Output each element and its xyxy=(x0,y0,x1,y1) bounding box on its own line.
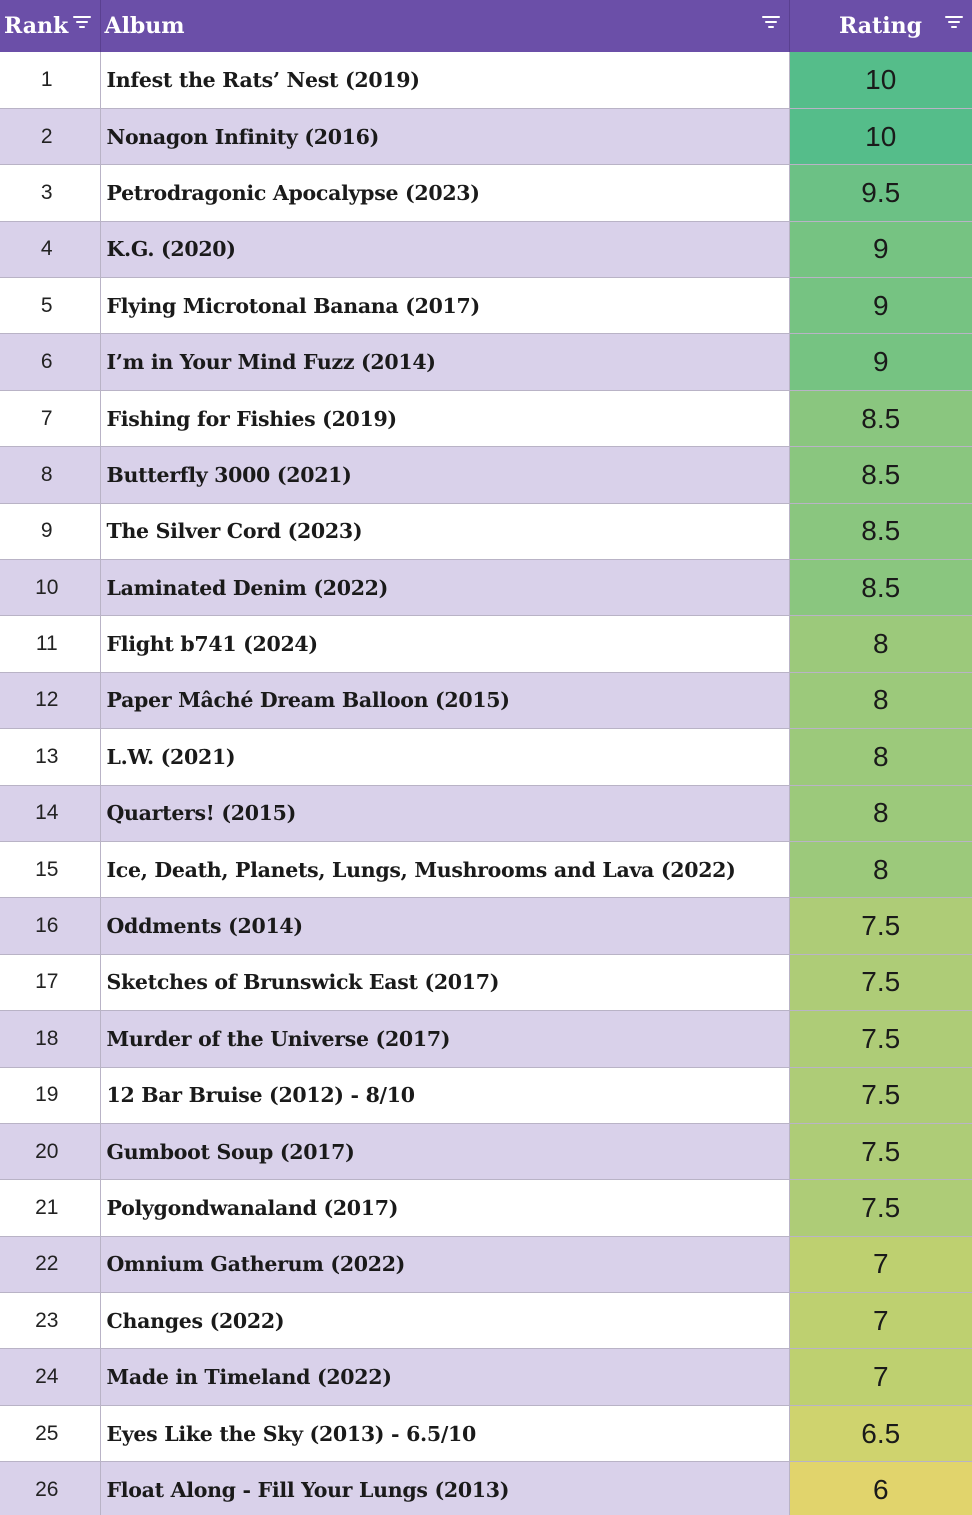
table-row xyxy=(0,447,972,503)
rating-cell[interactable]: 9 xyxy=(789,334,972,390)
table-row xyxy=(0,1405,972,1461)
rating-cell[interactable]: 7.5 xyxy=(789,1067,972,1123)
album-cell[interactable]: L.W. (2021) xyxy=(100,729,789,785)
rank-cell[interactable]: 19 xyxy=(0,1067,100,1123)
album-cell[interactable]: Laminated Denim (2022) xyxy=(100,560,789,616)
table-row xyxy=(0,1236,972,1292)
rank-cell[interactable]: 6 xyxy=(0,334,100,390)
album-cell[interactable]: Infest the Rats’ Nest (2019) xyxy=(100,52,789,108)
album-cell[interactable]: Petrodragonic Apocalypse (2023) xyxy=(100,165,789,221)
rating-cell[interactable]: 7 xyxy=(789,1349,972,1405)
album-cell[interactable]: Paper Mâché Dream Balloon (2015) xyxy=(100,672,789,728)
rank-cell[interactable]: 22 xyxy=(0,1236,100,1292)
column-header-album[interactable] xyxy=(100,0,789,52)
rank-cell[interactable]: 17 xyxy=(0,954,100,1010)
album-cell[interactable]: Flight b741 (2024) xyxy=(100,616,789,672)
album-cell[interactable]: Omnium Gatherum (2022) xyxy=(100,1236,789,1292)
rating-cell[interactable]: 7 xyxy=(789,1236,972,1292)
rating-cell[interactable]: 9.5 xyxy=(789,165,972,221)
rating-cell[interactable]: 6 xyxy=(789,1462,972,1515)
rank-cell[interactable]: 7 xyxy=(0,390,100,446)
column-header-rank[interactable] xyxy=(0,0,100,52)
table-row xyxy=(0,278,972,334)
album-cell[interactable]: Oddments (2014) xyxy=(100,898,789,954)
rank-cell[interactable]: 5 xyxy=(0,278,100,334)
album-cell[interactable]: Polygondwanaland (2017) xyxy=(100,1180,789,1236)
album-cell[interactable]: Float Along - Fill Your Lungs (2013) xyxy=(100,1462,789,1515)
table-row xyxy=(0,1067,972,1123)
table-row xyxy=(0,560,972,616)
table-row xyxy=(0,390,972,446)
header-row xyxy=(0,0,972,52)
album-cell[interactable]: Made in Timeland (2022) xyxy=(100,1349,789,1405)
table-row xyxy=(0,1349,972,1405)
rank-cell[interactable]: 25 xyxy=(0,1405,100,1461)
album-cell[interactable]: I’m in Your Mind Fuzz (2014) xyxy=(100,334,789,390)
table-row xyxy=(0,672,972,728)
table-row xyxy=(0,1293,972,1349)
rank-cell[interactable]: 15 xyxy=(0,841,100,897)
album-cell[interactable]: Eyes Like the Sky (2013) - 6.5/10 xyxy=(100,1405,789,1461)
table-row xyxy=(0,898,972,954)
rank-cell[interactable]: 3 xyxy=(0,165,100,221)
table-row xyxy=(0,1011,972,1067)
table-body xyxy=(0,52,972,1515)
rank-cell[interactable]: 24 xyxy=(0,1349,100,1405)
rating-cell[interactable]: 10 xyxy=(789,108,972,164)
rating-cell[interactable]: 7.5 xyxy=(789,954,972,1010)
column-header-album-label: Album xyxy=(104,13,185,39)
table-row xyxy=(0,954,972,1010)
rating-cell[interactable]: 7.5 xyxy=(789,1011,972,1067)
album-cell[interactable]: Gumboot Soup (2017) xyxy=(100,1123,789,1179)
rank-cell[interactable]: 2 xyxy=(0,108,100,164)
rank-cell[interactable]: 20 xyxy=(0,1123,100,1179)
album-cell[interactable]: K.G. (2020) xyxy=(100,221,789,277)
rating-cell[interactable]: 8 xyxy=(789,616,972,672)
table-row xyxy=(0,785,972,841)
album-cell[interactable]: 12 Bar Bruise (2012) - 8/10 xyxy=(100,1067,789,1123)
table-row xyxy=(0,52,972,108)
album-cell[interactable]: Nonagon Infinity (2016) xyxy=(100,108,789,164)
rank-cell[interactable]: 18 xyxy=(0,1011,100,1067)
rating-cell[interactable]: 8.5 xyxy=(789,447,972,503)
album-cell[interactable]: Butterfly 3000 (2021) xyxy=(100,447,789,503)
table-row xyxy=(0,165,972,221)
filter-icon[interactable] xyxy=(761,16,781,30)
column-header-rating[interactable] xyxy=(789,0,972,52)
rank-cell[interactable]: 8 xyxy=(0,447,100,503)
album-cell[interactable]: Quarters! (2015) xyxy=(100,785,789,841)
album-cell[interactable]: Changes (2022) xyxy=(100,1293,789,1349)
table-row xyxy=(0,108,972,164)
rank-cell[interactable]: 26 xyxy=(0,1462,100,1515)
album-cell[interactable]: Ice, Death, Planets, Lungs, Mushrooms and Lava (2022) xyxy=(100,841,789,897)
rank-cell[interactable]: 4 xyxy=(0,221,100,277)
album-cell[interactable]: Murder of the Universe (2017) xyxy=(100,1011,789,1067)
album-cell[interactable]: Fishing for Fishies (2019) xyxy=(100,390,789,446)
rating-cell[interactable]: 8.5 xyxy=(789,560,972,616)
rank-cell[interactable]: 21 xyxy=(0,1180,100,1236)
rank-cell[interactable]: 16 xyxy=(0,898,100,954)
rank-cell[interactable]: 13 xyxy=(0,729,100,785)
rank-cell[interactable]: 12 xyxy=(0,672,100,728)
rank-cell[interactable]: 14 xyxy=(0,785,100,841)
rating-cell[interactable]: 7.5 xyxy=(789,898,972,954)
table-row xyxy=(0,334,972,390)
rating-cell[interactable]: 8.5 xyxy=(789,503,972,559)
rating-cell[interactable]: 10 xyxy=(789,52,972,108)
table-row xyxy=(0,503,972,559)
table-row xyxy=(0,221,972,277)
table-row xyxy=(0,616,972,672)
table-row xyxy=(0,1462,972,1515)
column-header-rating-label: Rating xyxy=(839,13,922,39)
rating-cell[interactable]: 8 xyxy=(789,729,972,785)
rank-cell[interactable]: 23 xyxy=(0,1293,100,1349)
rating-cell[interactable]: 7.5 xyxy=(789,1180,972,1236)
rank-cell[interactable]: 9 xyxy=(0,503,100,559)
rating-cell[interactable]: 8 xyxy=(789,672,972,728)
rating-cell[interactable]: 7.5 xyxy=(789,1123,972,1179)
rating-cell[interactable]: 9 xyxy=(789,278,972,334)
table-row xyxy=(0,841,972,897)
table-row xyxy=(0,1180,972,1236)
table-row xyxy=(0,729,972,785)
album-cell[interactable]: Flying Microtonal Banana (2017) xyxy=(100,278,789,334)
rating-cell[interactable]: 6.5 xyxy=(789,1405,972,1461)
rank-cell[interactable]: 11 xyxy=(0,616,100,672)
rating-cell[interactable]: 9 xyxy=(789,221,972,277)
column-header-rank-label: Rank xyxy=(4,13,69,39)
album-cell[interactable]: Sketches of Brunswick East (2017) xyxy=(100,954,789,1010)
table-row xyxy=(0,1123,972,1179)
album-cell[interactable]: The Silver Cord (2023) xyxy=(100,503,789,559)
rating-cell[interactable]: 8.5 xyxy=(789,390,972,446)
rating-cell[interactable]: 8 xyxy=(789,841,972,897)
filter-icon[interactable] xyxy=(944,16,964,30)
rating-cell[interactable]: 7 xyxy=(789,1293,972,1349)
rating-cell[interactable]: 8 xyxy=(789,785,972,841)
filter-icon[interactable] xyxy=(72,16,92,30)
rank-cell[interactable]: 10 xyxy=(0,560,100,616)
rank-cell[interactable]: 1 xyxy=(0,52,100,108)
